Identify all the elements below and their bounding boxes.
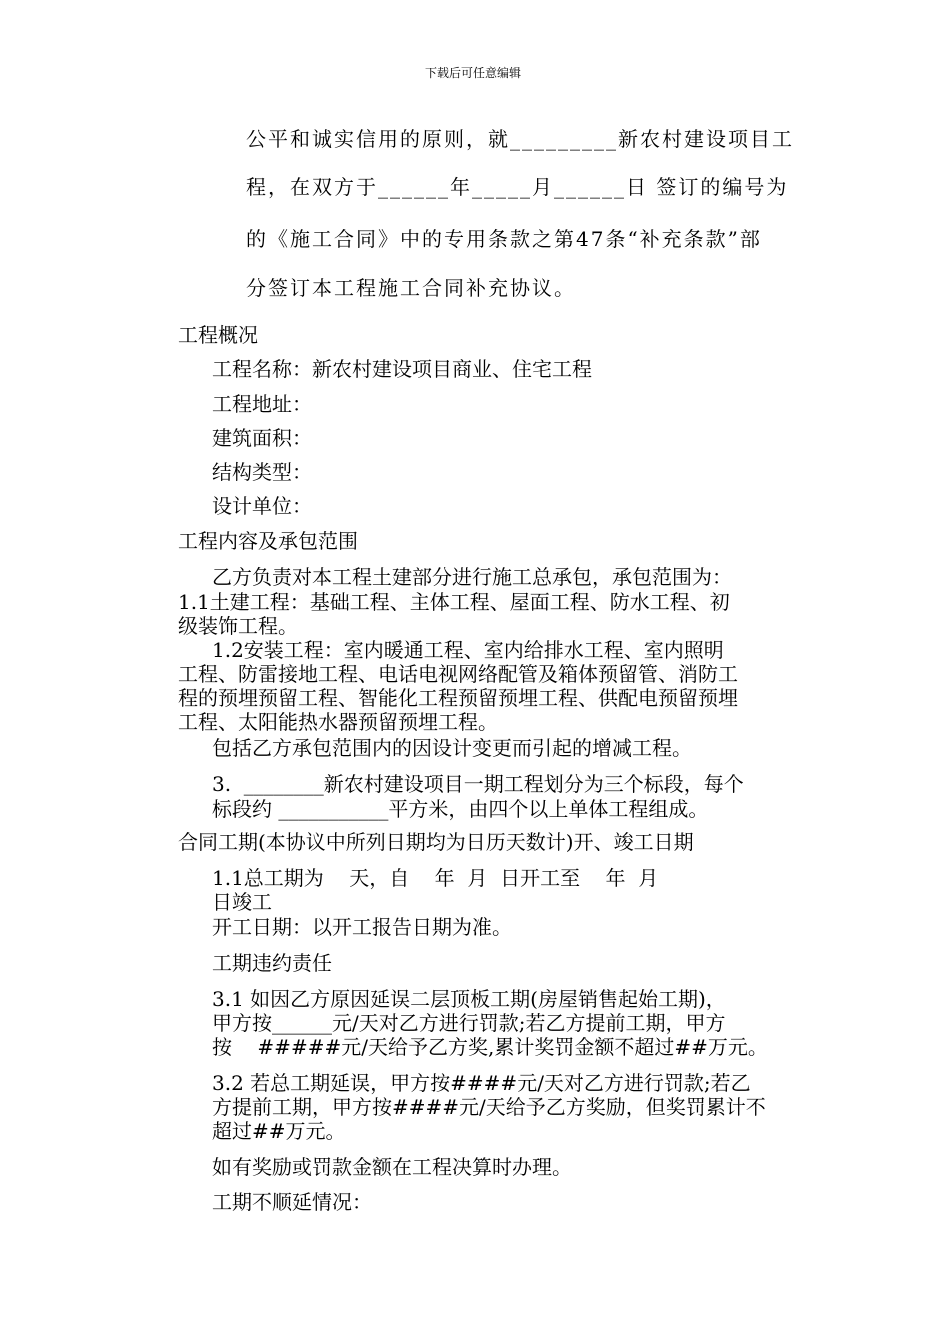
project-address: 工程地址： [212,392,312,416]
section-heading-period: 合同工期(本协议中所列日期均为日历天数计)开、竣工日期 [178,830,694,854]
project-name: 工程名称：新农村建设项目商业、住宅工程 [212,357,592,381]
intro-line: 分签订本工程施工合同补充协议。 [246,276,576,300]
section-heading-scope: 工程内容及承包范围 [178,529,358,553]
page-header-note: 下载后可任意编辑 [425,66,522,80]
scope-civil-line: 1.1土建工程：基础工程、主体工程、屋面工程、防水工程、初 [178,590,730,614]
penalty-32-line: 超过##万元。 [212,1119,346,1143]
building-area: 建筑面积： [212,426,312,450]
section-heading-penalty: 工期违约责任 [212,951,332,975]
scope-changes: 包括乙方承包范围内的因设计变更而引起的增减工程。 [212,736,692,760]
no-extension-heading: 工期不顺延情况： [212,1190,372,1214]
intro-line: 的《施工合同》中的专用条款之第47条“补充条款”部 [246,227,762,251]
section-heading-overview: 工程概况 [178,323,258,347]
penalty-31-line: 按 #####元/天给予乙方奖,累计奖罚金额不超过##万元。 [212,1035,768,1059]
scope-install-line: 工程、太阳能热水器预留预埋工程。 [178,710,498,734]
period-total-line: 1.1总工期为 天，自 年 月 日开工至 年 月 [212,866,659,890]
intro-line: 程，在双方于______年_____月______日 签订的编号为 [246,175,789,199]
scope-install-line: 程的预埋预留工程、智能化工程预留预埋工程、供配电预留预埋 [178,686,738,710]
design-unit: 设计单位： [212,494,312,518]
scope-intro: 乙方负责对本工程土建部分进行施工总承包，承包范围为： [212,565,732,589]
penalty-31-line: 3.1 如因乙方原因延误二层顶板工期(房屋销售起始工期)， [212,987,726,1011]
penalty-32-line: 3.2 若总工期延误，甲方按####元/天对乙方进行罚款;若乙 [212,1071,751,1095]
penalty-32-line: 方提前工期，甲方按####元/天给予乙方奖励，但奖罚累计不 [212,1095,766,1119]
scope-sections-line: 标段约 ___________平方米，由四个以上单体工程组成。 [212,797,709,821]
scope-install-line: 工程、防雷接地工程、电话电视网络配管及箱体预留管、消防工 [178,662,738,686]
period-start: 开工日期：以开工报告日期为准。 [212,915,512,939]
period-total-line: 日竣工 [212,890,272,914]
scope-civil-line: 级装饰工程。 [178,614,298,638]
penalty-settlement: 如有奖励或罚款金额在工程决算时办理。 [212,1155,572,1179]
scope-install-line: 1.2安装工程：室内暖通工程、室内给排水工程、室内照明 [212,638,724,662]
penalty-31-line: 甲方按______元/天对乙方进行罚款;若乙方提前工期，甲方 [212,1011,726,1035]
intro-line: 公平和诚实信用的原则，就_________新农村建设项目工 [246,127,794,151]
structure-type: 结构类型： [212,460,312,484]
scope-sections-line: 3. ________新农村建设项目一期工程划分为三个标段，每个 [212,772,744,796]
